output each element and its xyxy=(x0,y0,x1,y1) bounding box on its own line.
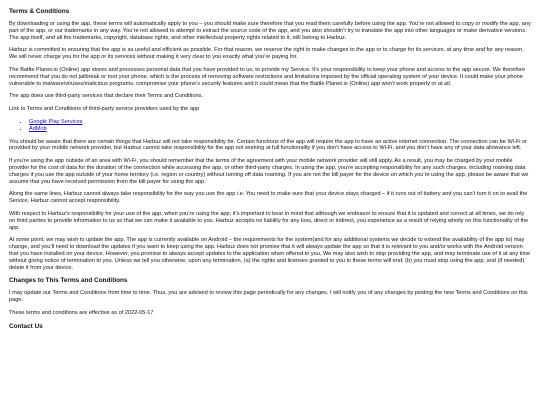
google-play-services-link[interactable]: Google Play Services xyxy=(29,118,83,125)
body-paragraph-3: Along the same lines, Harbuz cannot always take responsibility for the way you use the app i.e. You need to make sure that your device stays charged – if it runs out of battery and you can’t turn it on to avail the Service, Harbuz cannot accept responsibility. xyxy=(9,191,528,205)
page-title: Terms & Conditions xyxy=(9,8,70,15)
changes-heading: Changes to This Terms and Conditions xyxy=(9,277,128,285)
intro-paragraph-2: Harbuz is committed to ensuring that the app is as useful and efficient as possible. For that reason, we reserve the right to make changes to the app or to charge for its services, at any time and for any reason. We will never charge you for the app or its services without making it very clear to you exactly what you’re paying for. xyxy=(9,47,524,61)
admob-link[interactable]: AdMob xyxy=(29,125,47,132)
intro-paragraph-3: The Battle Planet.io (Online) app stores and processes personal data that you have provided to us, to provide my Service. It’s your responsibility to keep your phone and access to the app secure. We therefore recommend that you do not jailbreak or root your phone, which is the process of removing software restrictions and limitations imposed by the official operating system of your device. It could make your phone vulnerable to malware/viruses/malicious programs, compromise your phone’s security features and it could mean that the Battle Planet.io (Online) app won’t work properly or at all. xyxy=(9,66,525,87)
changes-paragraph: I may update our Terms and Conditions from time to time. Thus, you are advised to review this page periodically for any changes. I will notify you of any changes by posting the new Terms and Conditions on this page. xyxy=(9,290,528,304)
body-paragraph-4: With respect to Harbuz’s responsibility for your use of the app, when you’re using the app, it’s important to bear in mind that although we endeavor to ensure that it is updated and correct at all times, we do rely on third parties to provide information to us so that we can make it available to you. Harbuz accepts no liability for any loss, direct or indirect, you experience as a result of relying wholly on this functionality of the app. xyxy=(9,210,529,231)
body-paragraph-1: You should be aware that there are certain things that Harbuz will not take responsibility for. Certain functions of the app will require the app to have an active internet connection. The connection can be Wi-Fi or provided by your mobile network provider, but Harbuz cannot take responsibility for the app not working at full functionality if you don’t have access to Wi-Fi, and you don’t have any of your data allowance left. xyxy=(9,138,528,152)
list-item xyxy=(29,126,531,133)
intro-paragraph-4: The app does use third-party services that declare their Terms and Conditions. xyxy=(9,93,203,100)
intro-paragraph-5: Link to Terms and Conditions of third-party service providers used by the app xyxy=(9,106,200,113)
list-item xyxy=(29,119,531,126)
third-party-links-list xyxy=(9,119,531,133)
intro-paragraph-1: By downloading or using the app, these terms will automatically apply to you – you should make sure therefore that you read them carefully before using the app. You’re not allowed to copy or modify the app, any part of the app, or our trademarks in any way. You’re not allowed to attempt to extract the source code of the app, and you also shouldn’t try to translate the app into other languages or make derivative versions. The app itself, and all the trademarks, copyright, database rights, and other intellectual property rights related to it, still belong to Harbuz. xyxy=(9,21,531,41)
body-paragraph-5: At some point, we may wish to update the app. The app is currently available on Android – the requirements for the system(and for any additional systems we decide to extend the availability of the app to) may change, and you’ll need to download the updates if you want to keep using the app. Harbuz does not promise that it will always update the app so that it is relevant to you and/or works with the Android version that you have installed on your device. However, you promise to always accept updates to the application when offered to you, We may also wish to stop providing the app, and may terminate use of it at any time without giving notice of termination to you. Unless we tell you otherwise, upon any termination, (a) the rights and licenses granted to you in these terms will end; (b) you must stop using the app, and (if needed) delete it from your device. xyxy=(9,237,531,271)
body-paragraph-2: If you’re using the app outside of an area with Wi-Fi, you should remember that the terms of the agreement with your mobile network provider will still apply. As a result, you may be charged by your mobile provider for the cost of data for the duration of the connection while accessing the app, or other third-party charges. In using the app, you’re accepting responsibility for any such charges, including roaming data charges if you use the app outside of your home territory (i.e. region or country) without turning off data roaming. If you are not the bill payer for the device on which you’re using the app, please be aware that we assume that you have received permission from the bill payer for using the app. xyxy=(9,158,529,185)
contact-heading: Contact Us xyxy=(9,322,43,330)
effective-date-paragraph: These terms and conditions are effective as of 2022-05-17 xyxy=(9,309,154,316)
